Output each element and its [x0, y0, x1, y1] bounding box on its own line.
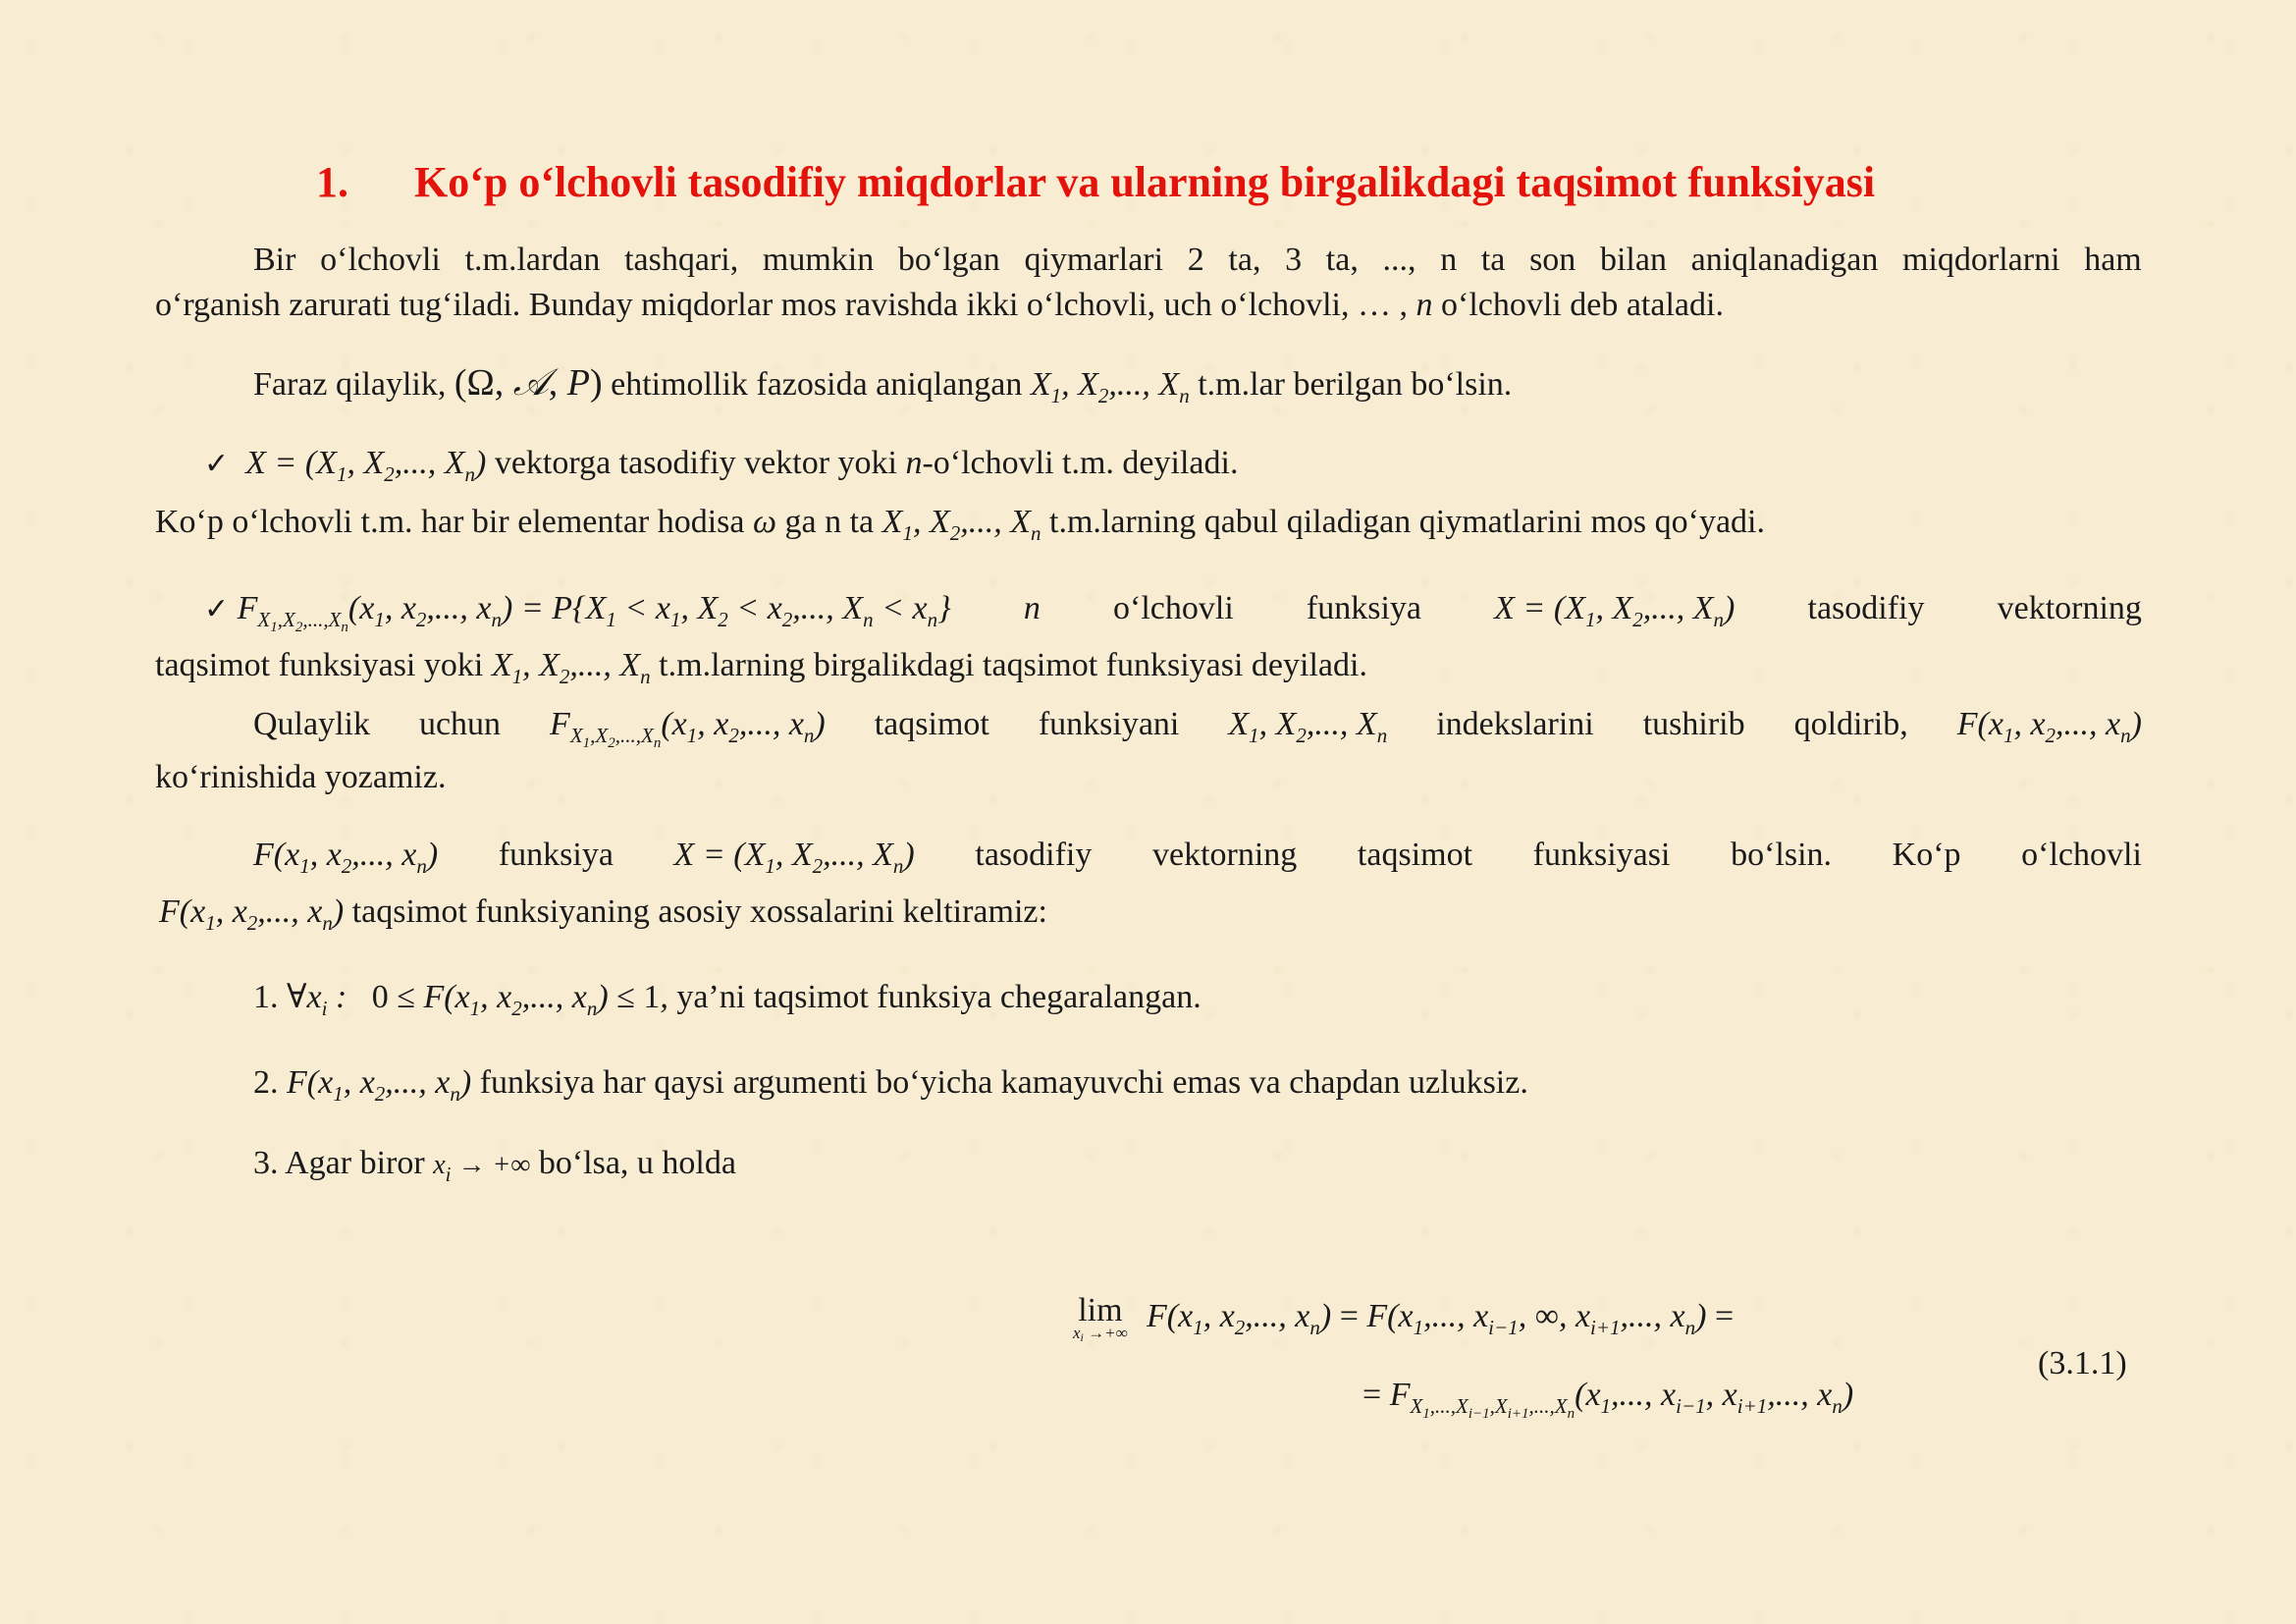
paragraph-6-line-2: ko‘rinishida yozamiz. — [155, 759, 447, 795]
word: ta, — [1228, 242, 1261, 278]
word: o‘lchovli — [2021, 837, 2142, 873]
paragraph-1-text-a: o‘rganish zarurati tug‘iladi. Bunday miqdorlar mos ravishda ikki o‘lchovli, uch o‘lchovli, … , — [155, 287, 1408, 323]
section-number: 1. — [316, 158, 348, 206]
word: miqdorlarni — [1902, 242, 2060, 278]
section-title-text: Ko‘p o‘lchovli tasodifiy miqdorlar va ularning birgalikdagi taqsimot funksiyasi — [414, 158, 1876, 206]
section-title — [316, 157, 1875, 207]
paragraph-7-text: taqsimot funksiyaning asosiy xossalarini keltiramiz: — [351, 893, 1047, 930]
equation-line-2-formula: = $F_{X_1,...,X_{i-1},X_{i+1},...,X_n}(x_1$,..., $x_{i-1}$, $x_{i+1}$,..., $x_n$) — [1362, 1377, 1854, 1422]
paragraph-1-n: n — [1415, 287, 1433, 323]
property-text: funksiya har qaysi argumenti bo‘yicha kamayuvchi emas va chapdan uzluksiz. — [479, 1064, 1528, 1101]
paragraph-2 — [253, 359, 1512, 418]
word: 3 — [1285, 242, 1303, 278]
word: tasodifiy — [1807, 590, 1925, 626]
random-vector: $X = (X_1$, $X_2$,..., $X_n$) — [673, 837, 915, 878]
word: tasodifiy — [975, 837, 1093, 873]
cdf: $F(x_1$, $x_2$,..., $x_n$) — [253, 837, 439, 878]
definition-text-b: -o‘lchovli t.m. deyiladi. — [922, 445, 1239, 481]
definition-distribution-function-line-2 — [155, 643, 1367, 699]
definition-text-a: taqsimot funksiyasi yoki — [155, 647, 484, 683]
paragraph-2-text-c: t.m.lar berilgan bo‘lsin. — [1198, 366, 1513, 403]
property-formula: $\forall x_i$ : $0 \le F(x_1$, $x_2$,..., $x_n) \le 1$, — [287, 979, 668, 1020]
property-text-a: Agar biror — [285, 1145, 425, 1181]
property-text-b: bo‘lsa, u holda — [538, 1145, 736, 1181]
word: funksiya — [498, 837, 614, 873]
word: son — [1529, 242, 1576, 278]
lim-subscript: $x_i$ →+∞ — [1073, 1324, 1128, 1344]
word: mumkin — [762, 242, 875, 278]
word: taqsimot — [874, 706, 989, 742]
equation-number: (3.1.1) — [2038, 1345, 2127, 1381]
paragraph-4 — [155, 500, 1765, 556]
word: ta — [1480, 242, 1506, 278]
word: funksiyasi — [1532, 837, 1671, 873]
definition-n: n — [905, 445, 923, 481]
property-number: 1. — [253, 979, 279, 1015]
paragraph-7-line-1 — [253, 833, 2142, 889]
word: uchun — [418, 706, 502, 742]
property-1 — [253, 975, 1201, 1031]
cdf: $F(x_1$, $x_2$,..., $x_n$) — [1956, 706, 2142, 747]
word: funksiyani — [1038, 706, 1180, 742]
word: Qulaylik — [253, 706, 370, 742]
paragraph-2-text-b: ehtimollik fazosida aniqlangan — [611, 366, 1023, 403]
joint-cdf: $F_{X_1,X_2,...,X_n}(x_1$, $x_2$,..., $x_n$) — [550, 706, 826, 751]
word: Ko‘p — [1892, 837, 1961, 873]
property-formula: $x_i$ → +∞ — [433, 1150, 531, 1186]
paragraph-1-line-2 — [155, 283, 1724, 328]
property-number: 3. — [253, 1145, 279, 1181]
word: o‘lchovli — [1113, 590, 1234, 626]
definition-text-b: t.m.larning birgalikdagi taqsimot funksiyasi deyiladi. — [659, 647, 1367, 683]
document-page — [155, 0, 2142, 1624]
joint-cdf-formula: $F_{X_1,X_2,...,X_n}(x_1$, $x_2$,..., $x_n) = P\{X_1 < x_1$, $X_2 < x_2$,..., $X_n < x_n$} — [237, 590, 951, 635]
limit-operator — [1073, 1292, 1128, 1345]
word: 2 — [1187, 242, 1204, 278]
checkmark-icon: ✓ — [204, 592, 230, 626]
definition-text-a: vektorga tasodifiy vektor yoki — [494, 445, 897, 481]
paragraph-4-text-c: t.m.larning qabul qiladigan qiymatlarini mos qo‘yadi. — [1049, 504, 1765, 540]
property-2 — [253, 1060, 1528, 1116]
word: taqsimot — [1357, 837, 1473, 873]
word: tashqari, — [624, 242, 739, 278]
cdf: $F(x_1$, $x_2$,..., $x_n$) — [159, 893, 345, 935]
random-variables: $X_1$, $X_2$,..., $X_n$ — [881, 504, 1041, 545]
random-variables: $X_1$, $X_2$,..., $X_n$ — [1030, 366, 1190, 407]
property-text: ya’ni taqsimot funksiya chegaralangan. — [676, 979, 1201, 1015]
paragraph-4-text-b: ga n ta — [784, 504, 875, 540]
word: vektorning — [1151, 837, 1298, 873]
word: aniqlanadigan — [1690, 242, 1879, 278]
property-number: 2. — [253, 1064, 279, 1101]
lim-symbol: lim — [1078, 1292, 1123, 1328]
word: bo‘lgan — [897, 242, 1000, 278]
word: indekslarini — [1436, 706, 1594, 742]
omega-symbol: ω — [753, 504, 777, 540]
property-formula: $F(x_1$, $x_2$,..., $x_n$) — [287, 1064, 472, 1106]
equation-line-2 — [1362, 1373, 1853, 1436]
equation-line-1 — [1147, 1294, 1734, 1350]
word: Bir — [253, 242, 296, 278]
property-3 — [253, 1141, 736, 1197]
word: ham — [2084, 242, 2142, 278]
word: t.m.lardan — [464, 242, 601, 278]
random-vector: $X = (X_1$, $X_2$,..., $X_n$) — [1494, 590, 1735, 631]
random-vector: $X = (X_1$, $X_2$,..., $X_n$) — [245, 445, 487, 486]
checkmark-icon: ✓ — [204, 447, 230, 481]
word: qoldirib, — [1793, 706, 1908, 742]
word: funksiya — [1306, 590, 1422, 626]
word: n — [1440, 242, 1458, 278]
paragraph-7-line-2 — [159, 890, 1047, 946]
word: bo‘lsin. — [1731, 837, 1833, 873]
paragraph-1-text-b: o‘lchovli deb ataladi. — [1441, 287, 1724, 323]
equation-line-1-formula: $F(x_1$, $x_2$,..., $x_n) = F(x_1$,..., $x_{i-1}$, ∞, $x_{i+1}$,..., $x_n$) = — [1147, 1298, 1735, 1339]
paragraph-1-line-1 — [253, 238, 2142, 283]
word: vektorning — [1997, 590, 2142, 626]
definition-formula — [204, 586, 951, 650]
dimension-n: n — [1023, 590, 1041, 626]
paragraph-4-text-a: Ko‘p o‘lchovli t.m. har bir elementar hodisa — [155, 504, 745, 540]
definition-distribution-function-line-1 — [204, 586, 2142, 650]
word: o‘lchovli — [320, 242, 441, 278]
random-variables: $X_1$, $X_2$,..., $X_n$ — [1228, 706, 1388, 747]
word: bilan — [1599, 242, 1667, 278]
probability-space: (Ω, 𝒜, P) — [454, 360, 603, 404]
word: qiymarlari — [1024, 242, 1164, 278]
word: ..., — [1382, 242, 1416, 278]
paragraph-2-text-a: Faraz qilaylik, — [253, 366, 447, 403]
random-variables: $X_1$, $X_2$,..., $X_n$ — [491, 647, 651, 688]
word: ta, — [1325, 242, 1359, 278]
word: tushirib — [1642, 706, 1745, 742]
paragraph-6-line-1 — [253, 702, 2142, 766]
definition-random-vector — [204, 441, 1238, 497]
